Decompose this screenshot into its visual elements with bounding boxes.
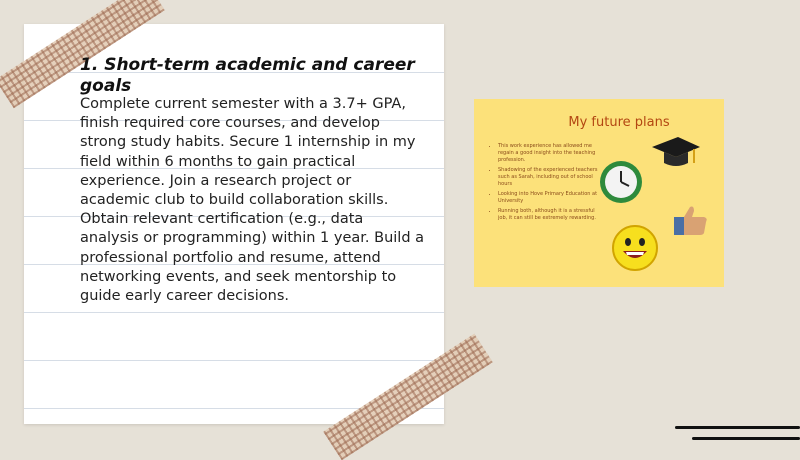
future-plans-slide-image bbox=[474, 99, 724, 287]
smiley-face-icon bbox=[610, 223, 660, 273]
goals-text: Complete current semester with a 3.7+ GPA, finish required core courses, and develop strong study habits. Secure 1 internship in my field within 6 months to gain practical experience. Join a research project or academic club to build collaboration skills. Obtain relevant certification (e.g., data analysis or programming) within 1 year. Build a professional portfolio and resume, attend networking events, and seek mentorship to guide early career decisions. bbox=[80, 96, 425, 305]
slide-bullet: • Running both, although it is a stressful job, it can still be extremely rewarding. bbox=[498, 208, 602, 222]
goals-heading: 1. Short-term academic and career goals bbox=[80, 55, 415, 96]
slide-bullet: • This work experience has allowed me regain a good insight into the teaching profession. bbox=[498, 143, 602, 164]
decorative-stroke bbox=[675, 426, 800, 429]
decorative-stroke bbox=[692, 437, 800, 440]
slide-title: My future plans bbox=[568, 115, 670, 130]
ruled-line bbox=[24, 360, 444, 361]
thumbs-up-icon bbox=[670, 203, 712, 239]
clock-icon bbox=[598, 159, 644, 205]
slide-bullet-list bbox=[486, 143, 602, 225]
graduation-cap-icon bbox=[650, 133, 702, 173]
slide-bullet: • Looking into Hove Primary Education at University bbox=[498, 191, 602, 205]
ruled-line bbox=[24, 312, 444, 313]
slide-bullet: • Shadowing of the experienced teachers such as Sarah, including out of school hours bbox=[498, 167, 602, 188]
